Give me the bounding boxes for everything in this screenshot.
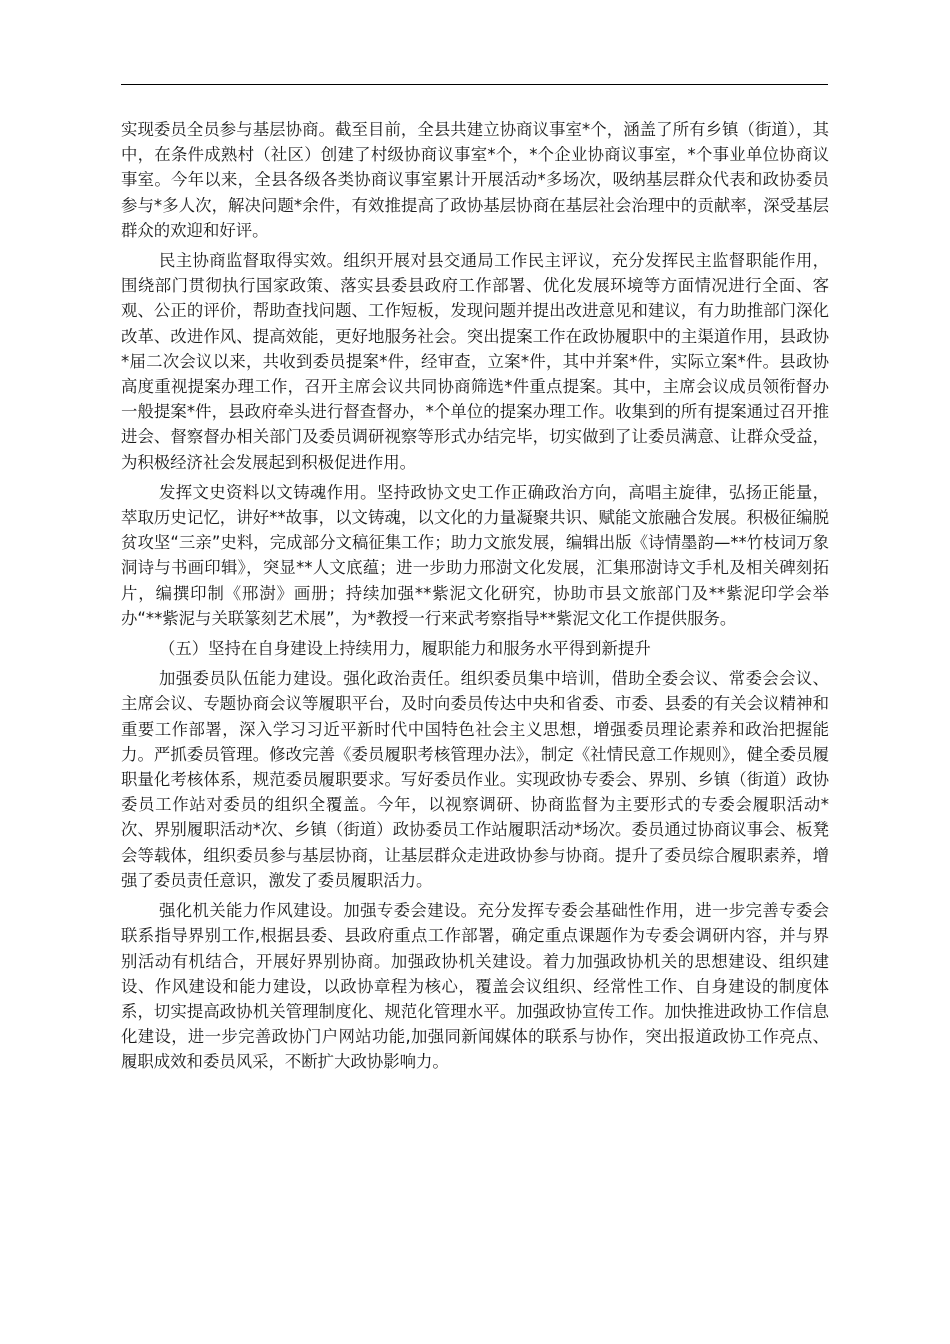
paragraph-cultural-history: 发挥文史资料以文铸魂作用。坚持政协文史工作正确政治方向，高唱主旋律，弘扬正能量，萃取历史记忆，讲好**故事，以文铸魂，以文化的力量凝聚共识、赋能文旅融合发展。积极征编脱贫攻坚“三亲”史料，完成部分文稿征集工作；助力文旅发展，编辑出版《诗情墨韵—**竹枝词万象洞诗与书画印辑》，突显**人文底蕴；进一步助力邢澍文化发展，汇集邢澍诗文手札及相关碑刻拓片，编撰印制《邢澍》画册；持续加强**紫泥文化研究，协助市县文旅部门及**紫泥印学会举办“**紫泥与关联篆刻艺术展”，为*教授一行来武考察指导**紫泥文化工作提供服务。	[121, 482, 829, 628]
paragraph-democratic-supervision: 民主协商监督取得实效。组织开展对县交通局工作民主评议，充分发挥民主监督职能作用，围绕部门贯彻执行国家政策、落实县委县政府工作部署、优化发展环境等方面情况进行全面、客观、公正的评价，帮助查找问题、工作短板，发现问题并提出改进意见和建议，有力助推部门深化改革、改进作风、提高效能，更好地服务社会。突出提案工作在政协履职中的主渠道作用，县政协*届二次会议以来，共收到委员提案*件，经审查，立案*件，其中并案*件，实际立案*件。县政协高度重视提案办理工作，召开主席会议共同协商筛选*件重点提案。其中，主席会议成员领衔督办一般提案*件，县政府牵头进行督查督办，*个单位的提案办理工作。收集到的所有提案通过召开推进会、督察督办相关部门及委员调研视察等形式办结完毕，切实做到了让委员满意、让群众受益，为积极经济社会发展起到积极促进作用。	[121, 251, 829, 472]
paragraph-continuation: 实现委员全员参与基层协商。截至目前，全县共建立协商议事室*个，涵盖了所有乡镇（街道），其中，在条件成熟村（社区）创建了村级协商议事室*个，*个企业协商议事室，*个事业单位协商议事室。今年以来，全县各级各类协商议事室累计开展活动*多场次，吸纳基层群众代表和政协委员参与*多人次，解决问题*余件，有效推提高了政协基层协商在基层社会治理中的贡献率，深受基层群众的欢迎和好评。	[121, 120, 829, 240]
paragraph-member-capacity: 加强委员队伍能力建设。强化政治责任。组织委员集中培训，借助全委会议、常委会会议、主席会议、专题协商会议等履职平台，及时向委员传达中央和省委、市委、县委的有关会议精神和重要工作部署，深入学习习近平新时代中国特色社会主义思想，增强委员理论素养和政治把握能力。严抓委员管理。修改完善《委员履职考核管理办法》，制定《社情民意工作规则》，健全委员履职量化考核体系，规范委员履职要求。写好委员作业。实现政协专委会、界别、乡镇（街道）政协委员工作站对委员的组织全覆盖。今年，以视察调研、协商监督为主要形式的专委会履职活动*次、界别履职活动*次、乡镇（街道）政协委员工作站履职活动*场次。委员通过协商议事会、板凳会等载体，组织委员参与基层协商，让基层群众走进政协参与协商。提升了委员综合履职素养，增强了委员责任意识，激发了委员履职活力。	[121, 669, 829, 890]
document-body	[121, 117, 829, 1080]
header-rule	[121, 84, 828, 85]
paragraph-organ-capacity: 强化机关能力作风建设。加强专委会建设。充分发挥专委会基础性作用，进一步完善专委会联系指导界别工作,根据县委、县政府重点工作部署，确定重点课题作为专委会调研内容，并与界别活动有机结合，开展好界别协商。加强政协机关建设。着力加强政协机关的思想建设、组织建设、作风建设和能力建设，以政协章程为核心，覆盖会议组织、经常性工作、自身建设的制度体系，切实提高政协机关管理制度化、规范化管理水平。加强政协宣传工作。加快推进政协工作信息化建设，进一步完善政协门户网站功能,加强同新闻媒体的联系与协作，突出报道政协工作亮点、履职成效和委员风采，不断扩大政协影响力。	[121, 901, 829, 1072]
section-heading-five: （五）坚持在自身建设上持续用力，履职能力和服务水平得到新提升	[159, 639, 651, 659]
